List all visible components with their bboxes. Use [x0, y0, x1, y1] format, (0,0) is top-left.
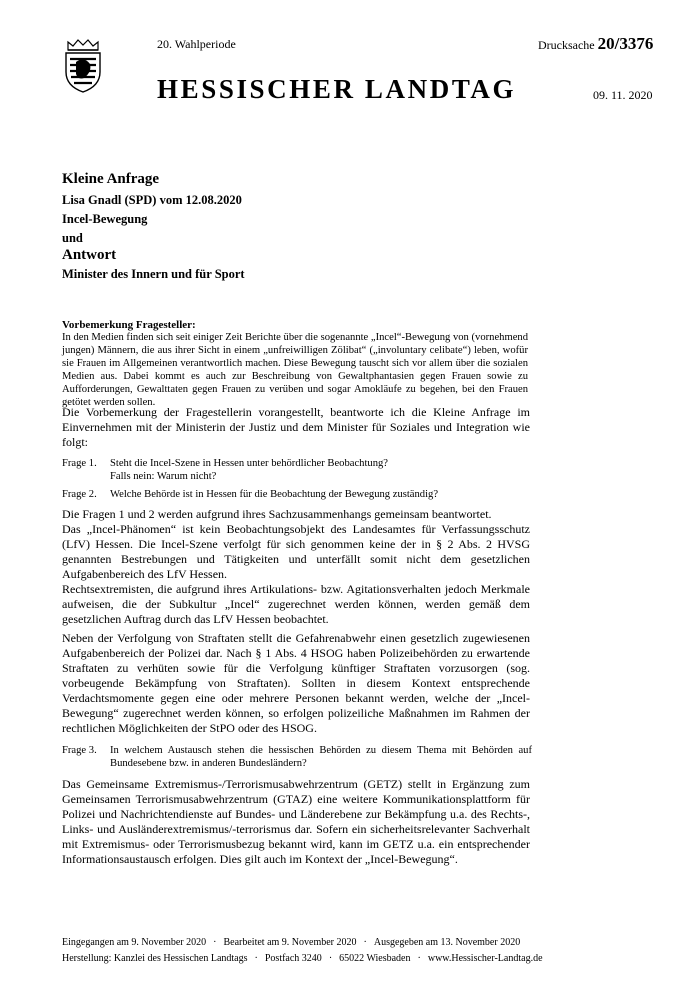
document-date: 09. 11. 2020 — [593, 88, 653, 102]
footer-separator: · — [213, 937, 217, 948]
drucksache-number: 20/3376 — [597, 34, 654, 53]
footer-postfach: Postfach 3240 — [264, 953, 322, 964]
frage-1 — [62, 457, 532, 485]
subject: Incel-Bewegung — [62, 212, 148, 226]
intro-paragraph: Die Vorbemerkung der Fragestellerin vorangestellt, beantworte ich die Kleine Anfrage im Einvernehmen mit der Ministerin der Justiz und dem Minister für Soziales und Integration wie folgt: — [62, 405, 530, 449]
drucksache — [538, 34, 653, 54]
frage-text: Welche Behörde ist in Hessen für die Beobachtung der Bewegung zuständig? — [110, 489, 439, 500]
answer-paragraph: Das „Incel-Phänomen“ ist kein Beobachtungsobjekt des Landesamtes für Verfassungsschutz (LfV) Hessen. Die Incel-Szene verfolgt für sich genommen keine der in § 2 Abs. 2 HVSG genannten Bestrebungen und Tätigkeiten und unterfällt somit nicht dem gesetzlichen Aufgabenbereich des LfV Hessen. — [62, 522, 530, 581]
frage-label: Frage 3. — [62, 745, 97, 756]
answer-paragraph: Das Gemeinsame Extremismus-/Terrorismusabwehrzentrum (GETZ) stellt in Ergänzung zum Gemeinsamen Terrorismusabwehrzentrum (GTAZ) eine weitere Kommunikationsplattform für Polizei und Nachrichtendienste auf Bundes- und Länderebene zur Bekämpfung u.a. des Rechts-, Links- und Ausländerextremismus/-terrorismus dar. Sofern ein sicherheitsrelevanter Sachverhalt mit Extremismus- oder Terrorismusbezug bekannt wird, kann im GETZ u.a. ein entsprechender Informationsaustausch erfolgen. Dies gilt auch im Kontext der „Incel-Bewegung“. — [62, 777, 530, 866]
frage-text: Steht die Incel-Szene in Hessen unter behördlicher Beobachtung? — [110, 458, 388, 469]
frage-label: Frage 1. — [62, 458, 97, 469]
footer-separator: · — [417, 953, 421, 964]
footer-line-2 — [62, 953, 543, 964]
footer-line-1 — [62, 937, 520, 948]
footer-separator: · — [328, 953, 333, 964]
vorbemerkung-title: Vorbemerkung Fragesteller: — [62, 319, 196, 331]
drucksache-label: Drucksache — [538, 38, 595, 52]
und-label: und — [62, 231, 83, 245]
hessen-coat-of-arms-icon — [62, 38, 104, 94]
wahlperiode: 20. Wahlperiode — [157, 37, 236, 51]
footer-herstellung: Herstellung: Kanzlei des Hessischen Landtags — [62, 953, 248, 964]
frage-text-2: Falls nein: Warum nicht? — [110, 471, 217, 482]
frage-text: In welchem Austausch stehen die hessischen Behörden zu diesem Thema mit Behörden auf Bundesebene bzw. in anderen Bundesländern? — [110, 745, 532, 769]
answer-paragraph: Rechtsextremisten, die aufgrund ihres Artikulations- bzw. Agitationsverhalten jedoch Merkmale aufweisen, die der Subkultur „Incel“ zugerechnet werden können, werden gemäß dem gesetzlichen Auftrag durch das LfV Hessen beobachtet. — [62, 582, 530, 626]
frage-3 — [62, 744, 532, 772]
footer-eingegangen: Eingegangen am 9. November 2020 — [62, 937, 207, 948]
landtag-title: HESSISCHER LANDTAG — [157, 74, 517, 104]
footer-separator: · — [254, 953, 258, 964]
footer-website-link[interactable]: www.Hessischer-Landtag.de — [427, 953, 543, 964]
answer-paragraph: Neben der Verfolgung von Straftaten stellt die Gefahrenabwehr einen gesetzlich zugewiesenen Aufgabenbereich der Polizei dar. Nach § 1 Abs. 4 HSOG haben Polizeibehörden zu erwartende Straftaten zu verhüten sowie für die Verfolgung künftiger Straftaten vorzusorgen (sog. vorbeugende Bekämpfung von Straftaten). Sollten in diesem Kontext entsprechende Verdachtsmomente gegen eine oder mehrere Personen bekannt werden, welche der „Incel-Bewegung“ zugerechnet werden können, so erfolgen polizeiliche Maßnahmen im Rahmen der rechtlichen Möglichkeiten der StPO oder des HSOG. — [62, 631, 530, 735]
minister: Minister des Innern und für Sport — [62, 267, 245, 281]
doc-type: Kleine Anfrage — [62, 171, 160, 187]
footer-bearbeitet: Bearbeitet am 9. November 2020 — [223, 937, 357, 948]
footer-city: 65022 Wiesbaden — [339, 953, 411, 964]
frage-2 — [62, 488, 532, 502]
frage-label: Frage 2. — [62, 489, 97, 500]
vorbemerkung-text: In den Medien finden sich seit einiger Zeit Berichte über die sogenannte „Incel“-Bewegung von (vornehmend jungen) Männern, die aus ihrer Sicht in einem „unfreiwilligen Zölibat“ („involuntary celibate“) leben, wofür sie Frauen im Allgemeinen verantwortlich machen. Diese Bewegung tauscht sich vor allem über die sozialen Medien aus. Dabei kommt es auch zur Beschreibung von Gewaltphantasien gegen Frauen sowie zu Aufforderungen, Gewalttaten gegen Frauen zu verüben und sogar Amokläufe zu begehen, bei den Frauen getötet werden sollen. — [62, 332, 528, 408]
author-line: Lisa Gnadl (SPD) vom 12.08.2020 — [62, 193, 242, 207]
footer-separator: · — [363, 937, 367, 948]
answer-paragraph: Die Fragen 1 und 2 werden aufgrund ihres Sachzusammenhangs gemeinsam beantwortet. — [62, 507, 492, 521]
footer-ausgegeben: Ausgegeben am 13. November 2020 — [373, 937, 521, 948]
antwort-heading: Antwort — [62, 247, 117, 263]
